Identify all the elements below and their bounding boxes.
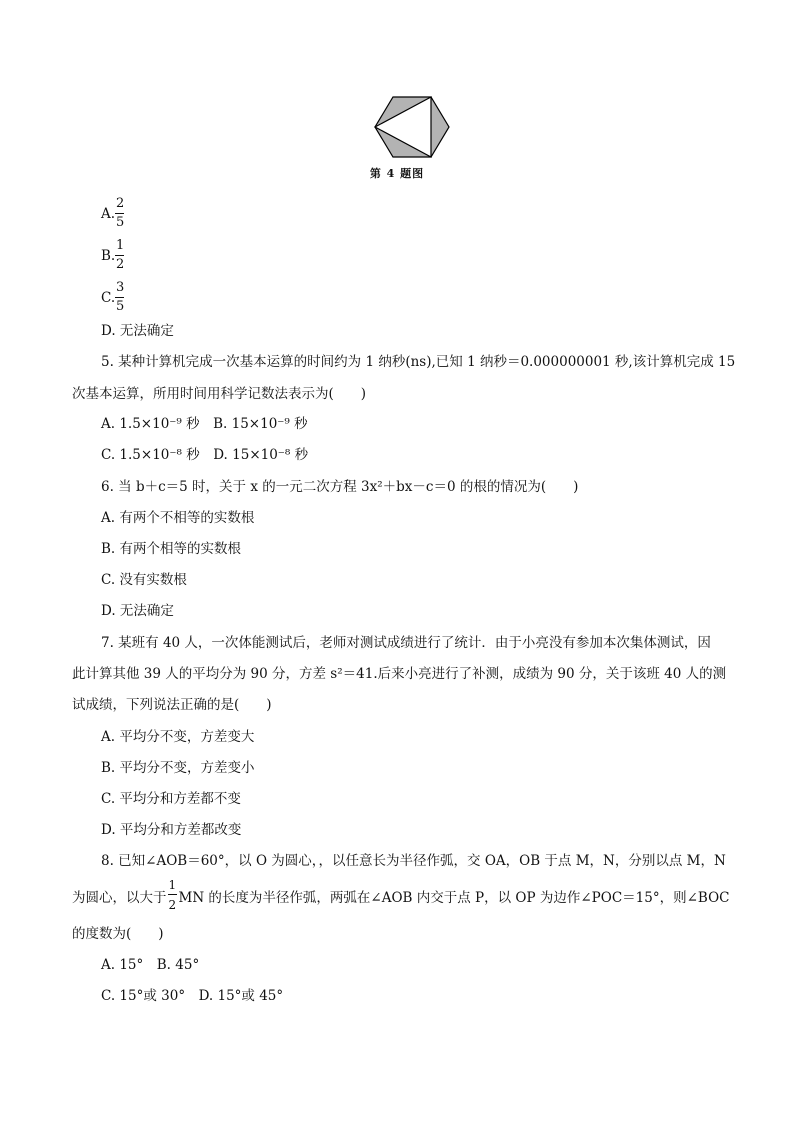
q7-text-line2: 此计算其他 39 人的平均分为 90 分，方差 s²＝41.后来小亮进行了补测，成绩为 90 分，关于该班 40 人的测 [72,666,727,682]
q7-option-b: B. 平均分不变，方差变小 [101,760,255,776]
q6-option-b: B. 有两个相等的实数根 [101,541,242,557]
q5-options-cd: C. 1.5×10⁻⁸ 秒 D. 15×10⁻⁸ 秒 [101,447,309,463]
q5-text-line2: 次基本运算，所用时间用科学记数法表示为( ) [72,386,367,402]
q6-text-line1: 6. 当 b＋c＝5 时，关于 x 的一元二次方程 3x²＋bx－c＝0 的根的情况为( ) [101,479,579,495]
q6-option-c: C. 没有实数根 [101,572,187,588]
q4-option-d: D. 无法确定 [101,323,174,339]
q7-text-line3: 试成绩，下列说法正确的是( ) [72,697,272,713]
q5-text-line1: 5. 某种计算机完成一次基本运算的时间约为 1 纳秒(ns),已知 1 纳秒＝0.000000001 秒,该计算机完成 15 [101,354,736,370]
q7-option-d: D. 平均分和方差都改变 [101,822,242,838]
q8-fraction: $\frac{1}{2}$ [168,877,177,912]
q5-options-ab: A. 1.5×10⁻⁹ 秒 B. 15×10⁻⁹ 秒 [101,416,308,432]
q8-text-line2 [72,877,730,912]
q8-line2-prefix: 为圆心，以大于 [72,890,167,906]
q8-options-ab: A. 15° B. 45° [101,957,200,973]
q7-option-a: A. 平均分不变，方差变大 [101,729,255,745]
hexagon-triangle-figure [374,94,450,160]
q8-text-line1: 8. 已知∠AOB＝60°，以 O 为圆心，，以任意长为半径作弧，交 OA，OB 于点 M，N，分别以点 M，N [101,853,726,869]
q7-text-line1: 7. 某班有 40 人，一次体能测试后，老师对测试成绩进行了统计．由于小亮没有参加本次集体测试，因 [101,635,711,651]
q6-option-a: A. 有两个不相等的实数根 [101,510,255,526]
q8-text-line3: 的度数为( ) [72,926,164,942]
q8-options-cd: C. 15°或 30° D. 15°或 45° [101,988,284,1004]
q6-option-d: D. 无法确定 [101,603,174,619]
q7-option-c: C. 平均分和方差都不变 [101,791,241,807]
figure-caption: 第 4 题图 [369,167,425,180]
q8-line2-suffix: MN 的长度为半径作弧，两弧在∠AOB 内交于点 P，以 OP 为边作∠POC＝15°，则∠BOC [178,890,730,906]
